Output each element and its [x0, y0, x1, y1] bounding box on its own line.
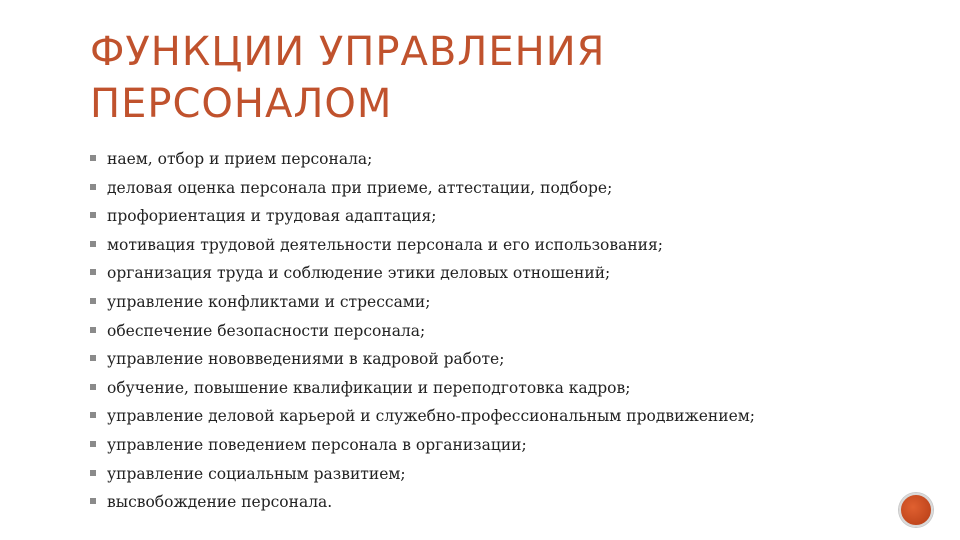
square-bullet-icon — [90, 412, 96, 418]
list-item-text: обеспечение безопасности персонала; — [107, 321, 426, 340]
title-line-1: ФУНКЦИИ УПРАВЛЕНИЯ — [90, 29, 606, 75]
square-bullet-icon — [90, 241, 96, 247]
list-item-text: управление социальным развитием; — [107, 464, 406, 483]
list-item-text: управление нововведениями в кадровой работе; — [107, 350, 505, 369]
list-item — [90, 146, 870, 175]
list-item — [90, 375, 870, 404]
list-item-text: профориентация и трудовая адаптация; — [107, 207, 437, 226]
functions-list — [90, 146, 870, 518]
list-item — [90, 489, 870, 518]
square-bullet-icon — [90, 498, 96, 504]
square-bullet-icon — [90, 327, 96, 333]
list-item-text: мотивация трудовой деятельности персонала и его использования; — [107, 235, 663, 254]
list-item-text: организация труда и соблюдение этики деловых отношений; — [107, 264, 611, 283]
list-item — [90, 403, 870, 432]
square-bullet-icon — [90, 184, 96, 190]
square-bullet-icon — [90, 269, 96, 275]
square-bullet-icon — [90, 212, 96, 218]
list-item-text: высвобождение персонала. — [107, 493, 333, 512]
title-line-2: ПЕРСОНАЛОМ — [90, 81, 393, 127]
list-item — [90, 175, 870, 204]
list-item-text: управление конфликтами и стрессами; — [107, 292, 431, 311]
list-item-text: наем, отбор и прием персонала; — [107, 150, 373, 168]
square-bullet-icon — [90, 470, 96, 476]
list-item-text: управление деловой карьерой и служебно-профессиональным продвижением; — [107, 407, 756, 426]
square-bullet-icon — [90, 441, 96, 447]
list-item — [90, 432, 870, 461]
slide-title — [90, 26, 850, 130]
square-bullet-icon — [90, 384, 96, 390]
list-item-text: управление поведением персонала в организации; — [107, 435, 527, 454]
page-number-badge — [899, 493, 933, 527]
list-item — [90, 289, 870, 318]
square-bullet-icon — [90, 298, 96, 304]
square-bullet-icon — [90, 155, 96, 161]
list-item-text: обучение, повышение квалификации и переподготовка кадров; — [107, 378, 631, 397]
list-item — [90, 203, 870, 232]
list-item — [90, 461, 870, 490]
list-item — [90, 346, 870, 375]
list-item — [90, 260, 870, 289]
list-item — [90, 318, 870, 347]
square-bullet-icon — [90, 355, 96, 361]
list-item — [90, 232, 870, 261]
list-item-text: деловая оценка персонала при приеме, аттестации, подборе; — [107, 178, 613, 197]
